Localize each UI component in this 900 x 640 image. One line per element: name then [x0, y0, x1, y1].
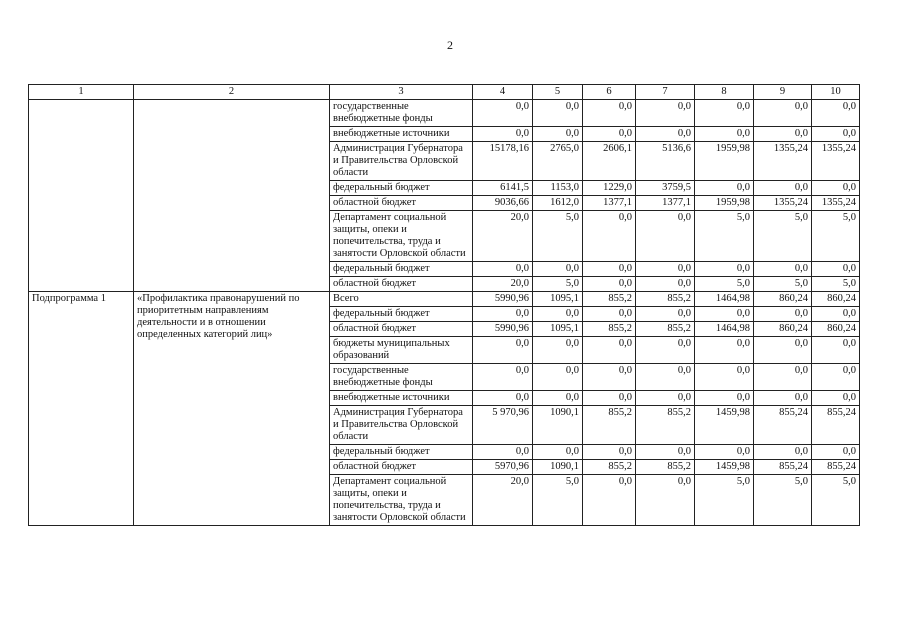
amount-cell: 1090,1	[533, 460, 583, 475]
amount-cell: 0,0	[636, 277, 695, 292]
amount-cell: 5,0	[695, 277, 754, 292]
table-body	[29, 100, 860, 526]
amount-cell: 0,0	[754, 181, 812, 196]
amount-cell: 5,0	[812, 475, 860, 526]
amount-cell: 0,0	[812, 364, 860, 391]
amount-cell: 0,0	[695, 181, 754, 196]
amount-cell: 2606,1	[583, 142, 636, 181]
amount-cell: 855,2	[583, 292, 636, 307]
amount-cell: 0,0	[636, 127, 695, 142]
amount-cell: 0,0	[533, 262, 583, 277]
amount-cell: 0,0	[636, 445, 695, 460]
amount-cell: 20,0	[473, 277, 533, 292]
amount-cell: 0,0	[473, 127, 533, 142]
amount-cell: 0,0	[583, 277, 636, 292]
amount-cell: 5970,96	[473, 460, 533, 475]
amount-cell: 0,0	[695, 364, 754, 391]
amount-cell: 0,0	[812, 100, 860, 127]
funding-source-cell: внебюджетные источники	[330, 127, 473, 142]
amount-cell: 2765,0	[533, 142, 583, 181]
amount-cell: 855,2	[636, 460, 695, 475]
amount-cell: 0,0	[473, 391, 533, 406]
funding-source-cell: Департамент социальной защиты, опеки и попечительства, труда и занятости Орловской области	[330, 475, 473, 526]
funding-source-cell: внебюджетные источники	[330, 391, 473, 406]
amount-cell: 0,0	[812, 181, 860, 196]
amount-cell: 0,0	[583, 100, 636, 127]
amount-cell: 0,0	[473, 337, 533, 364]
amount-cell: 5,0	[695, 211, 754, 262]
amount-cell: 0,0	[636, 391, 695, 406]
funding-source-cell: Департамент социальной защиты, опеки и попечительства, труда и занятости Орловской области	[330, 211, 473, 262]
amount-cell: 855,2	[636, 322, 695, 337]
amount-cell: 0,0	[636, 337, 695, 364]
amount-cell: 1095,1	[533, 322, 583, 337]
amount-cell: 0,0	[695, 307, 754, 322]
amount-cell: 5,0	[533, 475, 583, 526]
amount-cell: 0,0	[812, 127, 860, 142]
amount-cell: 0,0	[583, 262, 636, 277]
amount-cell: 0,0	[533, 364, 583, 391]
amount-cell: 1355,24	[754, 196, 812, 211]
amount-cell: 0,0	[754, 391, 812, 406]
funding-source-cell: областной бюджет	[330, 322, 473, 337]
amount-cell: 0,0	[636, 211, 695, 262]
column-header-5: 5	[533, 85, 583, 100]
amount-cell: 0,0	[812, 307, 860, 322]
funding-source-cell: областной бюджет	[330, 460, 473, 475]
funding-source-cell: областной бюджет	[330, 277, 473, 292]
amount-cell: 20,0	[473, 211, 533, 262]
amount-cell: 0,0	[695, 391, 754, 406]
amount-cell: 855,2	[636, 292, 695, 307]
amount-cell: 0,0	[533, 307, 583, 322]
amount-cell: 855,24	[812, 460, 860, 475]
amount-cell: 0,0	[583, 307, 636, 322]
program-name-cell	[134, 100, 330, 292]
amount-cell: 5990,96	[473, 322, 533, 337]
amount-cell: 5,0	[533, 211, 583, 262]
page-number: 2	[447, 38, 453, 52]
amount-cell: 5,0	[695, 475, 754, 526]
amount-cell: 0,0	[636, 100, 695, 127]
amount-cell: 0,0	[636, 262, 695, 277]
column-header-9: 9	[754, 85, 812, 100]
amount-cell: 0,0	[812, 391, 860, 406]
amount-cell: 0,0	[754, 100, 812, 127]
amount-cell: 20,0	[473, 475, 533, 526]
amount-cell: 1959,98	[695, 142, 754, 181]
amount-cell: 0,0	[583, 127, 636, 142]
amount-cell: 860,24	[754, 322, 812, 337]
amount-cell: 1377,1	[583, 196, 636, 211]
amount-cell: 5136,6	[636, 142, 695, 181]
amount-cell: 1612,0	[533, 196, 583, 211]
funding-source-cell: Администрация Губернатора и Правительства Орловской области	[330, 406, 473, 445]
amount-cell: 1355,24	[812, 142, 860, 181]
column-header-3: 3	[330, 85, 473, 100]
amount-cell: 0,0	[583, 211, 636, 262]
amount-cell: 0,0	[754, 262, 812, 277]
amount-cell: 855,2	[583, 322, 636, 337]
amount-cell: 860,24	[812, 322, 860, 337]
amount-cell: 1464,98	[695, 322, 754, 337]
table-row	[29, 292, 860, 307]
amount-cell: 1459,98	[695, 406, 754, 445]
amount-cell: 9036,66	[473, 196, 533, 211]
amount-cell: 0,0	[754, 337, 812, 364]
amount-cell: 0,0	[812, 445, 860, 460]
amount-cell: 0,0	[583, 391, 636, 406]
amount-cell: 0,0	[533, 337, 583, 364]
amount-cell: 1464,98	[695, 292, 754, 307]
amount-cell: 5 970,96	[473, 406, 533, 445]
amount-cell: 5,0	[754, 277, 812, 292]
funding-source-cell: государственные внебюджетные фонды	[330, 364, 473, 391]
column-header-2: 2	[134, 85, 330, 100]
funding-source-cell: областной бюджет	[330, 196, 473, 211]
amount-cell: 0,0	[695, 337, 754, 364]
amount-cell: 860,24	[754, 292, 812, 307]
amount-cell: 0,0	[754, 445, 812, 460]
amount-cell: 3759,5	[636, 181, 695, 196]
funding-source-cell: государственные внебюджетные фонды	[330, 100, 473, 127]
amount-cell: 5,0	[754, 211, 812, 262]
funding-source-cell: федеральный бюджет	[330, 307, 473, 322]
amount-cell: 0,0	[473, 364, 533, 391]
column-header-6: 6	[583, 85, 636, 100]
amount-cell: 15178,16	[473, 142, 533, 181]
amount-cell: 855,2	[583, 406, 636, 445]
amount-cell: 0,0	[754, 127, 812, 142]
column-header-10: 10	[812, 85, 860, 100]
amount-cell: 1959,98	[695, 196, 754, 211]
amount-cell: 0,0	[473, 307, 533, 322]
amount-cell: 0,0	[695, 262, 754, 277]
funding-source-cell: федеральный бюджет	[330, 262, 473, 277]
amount-cell: 5,0	[812, 277, 860, 292]
amount-cell: 6141,5	[473, 181, 533, 196]
amount-cell: 0,0	[583, 475, 636, 526]
funding-source-cell: Администрация Губернатора и Правительства Орловской области	[330, 142, 473, 181]
amount-cell: 0,0	[473, 100, 533, 127]
amount-cell: 0,0	[636, 475, 695, 526]
amount-cell: 855,24	[754, 460, 812, 475]
funding-table	[28, 84, 860, 526]
funding-source-cell: федеральный бюджет	[330, 181, 473, 196]
column-header-4: 4	[473, 85, 533, 100]
amount-cell: 0,0	[812, 337, 860, 364]
program-name-cell: «Профилактика правонарушений по приоритетным направлениям деятельности и в отношении определенных категорий лиц»	[134, 292, 330, 526]
amount-cell: 5990,96	[473, 292, 533, 307]
amount-cell: 0,0	[583, 364, 636, 391]
amount-cell: 0,0	[695, 100, 754, 127]
amount-cell: 0,0	[583, 337, 636, 364]
amount-cell: 0,0	[583, 445, 636, 460]
amount-cell: 1355,24	[812, 196, 860, 211]
amount-cell: 860,24	[812, 292, 860, 307]
amount-cell: 855,2	[583, 460, 636, 475]
amount-cell: 5,0	[812, 211, 860, 262]
amount-cell: 0,0	[754, 307, 812, 322]
amount-cell: 1153,0	[533, 181, 583, 196]
amount-cell: 1459,98	[695, 460, 754, 475]
amount-cell: 0,0	[695, 445, 754, 460]
program-code-cell: Подпрограмма 1	[29, 292, 134, 526]
amount-cell: 855,24	[754, 406, 812, 445]
amount-cell: 0,0	[695, 127, 754, 142]
amount-cell: 0,0	[636, 307, 695, 322]
amount-cell: 0,0	[533, 100, 583, 127]
amount-cell: 1229,0	[583, 181, 636, 196]
amount-cell: 0,0	[473, 445, 533, 460]
amount-cell: 855,2	[636, 406, 695, 445]
amount-cell: 1095,1	[533, 292, 583, 307]
funding-source-cell: федеральный бюджет	[330, 445, 473, 460]
amount-cell: 0,0	[754, 364, 812, 391]
amount-cell: 0,0	[533, 445, 583, 460]
amount-cell: 0,0	[636, 364, 695, 391]
column-header-7: 7	[636, 85, 695, 100]
amount-cell: 0,0	[812, 262, 860, 277]
amount-cell: 1355,24	[754, 142, 812, 181]
amount-cell: 855,24	[812, 406, 860, 445]
amount-cell: 1090,1	[533, 406, 583, 445]
amount-cell: 0,0	[533, 127, 583, 142]
amount-cell: 0,0	[533, 391, 583, 406]
funding-source-cell: бюджеты муниципальных образований	[330, 337, 473, 364]
table-row	[29, 100, 860, 127]
amount-cell: 5,0	[754, 475, 812, 526]
funding-source-cell: Всего	[330, 292, 473, 307]
table-header-row	[29, 85, 860, 100]
program-code-cell	[29, 100, 134, 292]
column-header-8: 8	[695, 85, 754, 100]
amount-cell: 0,0	[473, 262, 533, 277]
amount-cell: 5,0	[533, 277, 583, 292]
column-header-1: 1	[29, 85, 134, 100]
amount-cell: 1377,1	[636, 196, 695, 211]
